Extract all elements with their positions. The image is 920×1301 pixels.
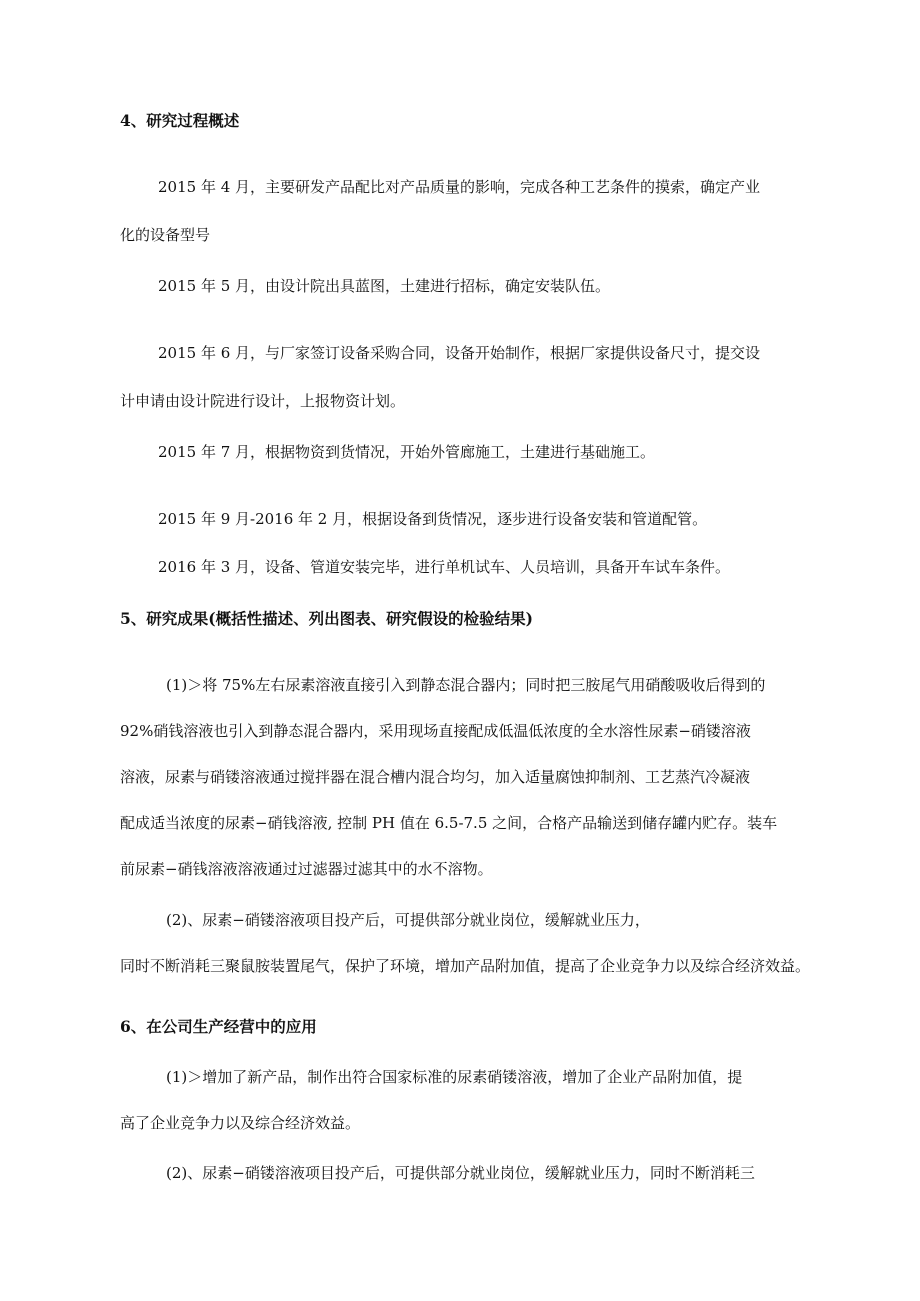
paragraph-line: 前尿素−硝钱溶液溶液通过过滤器过滤其中的水不溶物。 bbox=[120, 860, 493, 878]
section-heading-4: 4、研究过程概述 bbox=[120, 111, 240, 130]
paragraph-line: 2015 年 9 月-2016 年 2 月，根据设备到货情况，逐步进行设备安装和管道配管。 bbox=[158, 510, 708, 528]
paragraph-line: 2015 年 4 月，主要研发产品配比对产品质量的影响，完成各种工艺条件的摸索，确定产业 bbox=[158, 178, 761, 196]
paragraph-line: 配成适当浓度的尿素−硝钱溶液, 控制 PH 值在 6.5-7.5 之间，合格产品输送到储存罐内贮存。装车 bbox=[120, 814, 778, 832]
paragraph-line: 2015 年 5 月，由设计院出具蓝图，土建进行招标，确定安装队伍。 bbox=[158, 277, 611, 295]
paragraph-line: (1)＞将 75%左右尿素溶液直接引入到静态混合器内；同时把三胺尾气用硝酸吸收后得到的 bbox=[166, 676, 766, 694]
paragraph-line: (2)、尿素−硝镂溶液项目投产后，可提供部分就业岗位，缓解就业压力，同时不断消耗三 bbox=[166, 1164, 755, 1182]
paragraph-line: (1)＞增加了新产品，制作出符合国家标准的尿素硝镂溶液，增加了企业产品附加值，提 bbox=[166, 1068, 743, 1086]
paragraph-line: 高了企业竞争力以及综合经济效益。 bbox=[120, 1114, 361, 1132]
paragraph-line: 2016 年 3 月，设备、管道安装完毕，进行单机试车、人员培训，具备开车试车条件。 bbox=[158, 558, 731, 576]
paragraph-line: 溶液，尿素与硝镂溶液通过搅拌器在混合槽内混合均匀，加入适量腐蚀抑制剂、工艺蒸汽冷凝液 bbox=[120, 768, 751, 786]
paragraph-line: (2)、尿素−硝镂溶液项目投产后，可提供部分就业岗位，缓解就业压力， bbox=[166, 911, 650, 929]
paragraph-line: 2015 年 7 月，根据物资到货情况，开始外管廊施工，土建进行基础施工。 bbox=[158, 443, 656, 461]
paragraph-line: 92%硝钱溶液也引入到静态混合器内，采用现场直接配成低温低浓度的全水溶性尿素−硝镂溶液 bbox=[120, 722, 751, 740]
paragraph-line: 2015 年 6 月，与厂家签订设备采购合同，设备开始制作，根据厂家提供设备尺寸，提交设 bbox=[158, 344, 761, 362]
paragraph-line: 化的设备型号 bbox=[120, 226, 211, 244]
paragraph-line: 计申请由设计院进行设计，上报物资计划。 bbox=[120, 392, 406, 410]
paragraph-block: 同时不断消耗三聚鼠胺装置尾气，保护了环境，增加产品附加值，提高了企业竞争力以及综合经济效益。 bbox=[120, 957, 811, 975]
section-heading-5: 5、研究成果(概括性描述、列出图表、研究假设的检验结果) bbox=[120, 609, 533, 628]
section-heading-6: 6、在公司生产经营中的应用 bbox=[120, 1017, 317, 1036]
